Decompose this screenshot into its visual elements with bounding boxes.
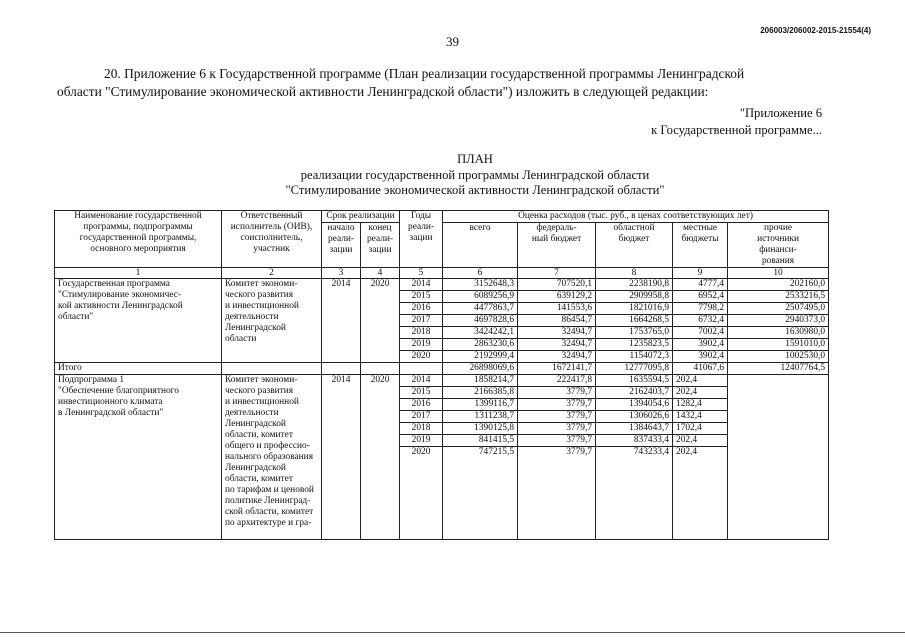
appendix-ref-line-2: к Государственной программе... — [651, 123, 822, 137]
federal-cell: 222417,8 — [518, 375, 596, 387]
regional-cell: 1635594,5 — [596, 375, 673, 387]
table-row — [55, 279, 829, 291]
total-cell: 841415,5 — [443, 435, 518, 447]
year-cell: 2020 — [400, 351, 443, 363]
federal-cell: 32494,7 — [518, 339, 596, 351]
subprogram-other-cell — [728, 375, 829, 540]
other-cell: 2533216,5 — [728, 291, 829, 303]
local-cell: 3902,4 — [673, 339, 728, 351]
total-cell: 26898069,6 — [443, 363, 518, 375]
column-number: 3 — [322, 268, 361, 279]
header-period-end: конец реали- зации — [361, 223, 400, 268]
table-row — [55, 375, 829, 387]
header-period-start: начало реали- зации — [322, 223, 361, 268]
header-federal: федераль- ный бюджет — [518, 223, 596, 268]
regional-cell: 743233,4 — [596, 447, 673, 540]
year-cell: 2014 — [400, 279, 443, 291]
local-cell: 41067,6 — [673, 363, 728, 375]
other-cell: 12407764,5 — [728, 363, 829, 375]
local-cell: 7002,4 — [673, 327, 728, 339]
other-cell: 1591010,0 — [728, 339, 829, 351]
other-cell: 2507495,0 — [728, 303, 829, 315]
total-cell: 3424242,1 — [443, 327, 518, 339]
column-number: 5 — [400, 268, 443, 279]
total-cell: 4477863,7 — [443, 303, 518, 315]
column-number: 7 — [518, 268, 596, 279]
appendix-ref-line-1: "Приложение 6 — [739, 106, 822, 120]
other-cell: 202160,0 — [728, 279, 829, 291]
local-cell: 4777,4 — [673, 279, 728, 291]
column-number: 10 — [728, 268, 829, 279]
header-total: всего — [443, 223, 518, 268]
regional-cell: 1384643,7 — [596, 423, 673, 435]
subprogram-name: Подпрограмма 1 "Обеспечение благоприятного инвестиционного климата в Ленинградской области" — [55, 375, 222, 540]
regional-cell: 1394054,6 — [596, 399, 673, 411]
regional-cell: 2909958,8 — [596, 291, 673, 303]
page-bottom-edge — [0, 632, 905, 633]
other-cell: 1630980,0 — [728, 327, 829, 339]
total-cell: 2192999,4 — [443, 351, 518, 363]
column-number: 2 — [222, 268, 322, 279]
year-cell: 2014 — [400, 375, 443, 387]
intro-line-2: области "Стимулирование экономической активности Ленинградской области") изложить в следующей редакции: — [57, 84, 709, 99]
federal-cell: 3779,7 — [518, 387, 596, 399]
program-executor: Комитет экономи- ческого развития и инвестиционной деятельности Ленинградской области — [222, 279, 322, 363]
header-name: Наименование государственной программы, подпрограммы государственной программы, основного мероприятия — [55, 211, 222, 268]
regional-cell: 12777095,8 — [596, 363, 673, 375]
program-end: 2020 — [361, 279, 400, 363]
local-cell: 1702,4 — [673, 423, 728, 435]
local-cell: 6952,4 — [673, 291, 728, 303]
federal-cell: 141553,6 — [518, 303, 596, 315]
regional-cell: 1664268,5 — [596, 315, 673, 327]
local-cell: 202,4 — [673, 447, 728, 540]
subprogram-start: 2014 — [322, 375, 361, 540]
regional-cell: 1821016,9 — [596, 303, 673, 315]
year-cell: 2019 — [400, 339, 443, 351]
subprogram-executor: Комитет экономи- ческого развития и инвестиционной деятельности Ленинградской области, комитет общего и профессио- нального образования Ленинградской области, комитет по тарифам и ценовой политике Ленинград- ской области, комитет по архитектуре и гра- — [222, 375, 322, 540]
column-number: 1 — [55, 268, 222, 279]
local-cell: 202,4 — [673, 435, 728, 447]
year-cell: 2015 — [400, 291, 443, 303]
federal-cell: 1672141,7 — [518, 363, 596, 375]
year-cell: 2016 — [400, 399, 443, 411]
total-row-label: Итого — [55, 363, 222, 375]
intro-line-1: 20. Приложение 6 к Государственной программе (План реализации государственной программы Ленинградской — [104, 66, 745, 81]
header-years: Годы реали- зации — [400, 211, 443, 268]
federal-cell: 3779,7 — [518, 423, 596, 435]
header-local: местные бюджеты — [673, 223, 728, 268]
total-cell: 2166385,8 — [443, 387, 518, 399]
year-cell: 2016 — [400, 303, 443, 315]
federal-cell: 3779,7 — [518, 435, 596, 447]
federal-cell: 3779,7 — [518, 447, 596, 540]
year-cell: 2019 — [400, 435, 443, 447]
local-cell: 202,4 — [673, 387, 728, 399]
plan-subtitle-1: реализации государственной программы Ленинградской области — [300, 168, 650, 182]
regional-cell: 837433,4 — [596, 435, 673, 447]
program-start: 2014 — [322, 279, 361, 363]
regional-cell: 2162403,7 — [596, 387, 673, 399]
document-id: 206003/206002-2015-21554(4) — [760, 26, 871, 35]
regional-cell: 1306026,6 — [596, 411, 673, 423]
total-cell: 1399116,7 — [443, 399, 518, 411]
year-cell: 2018 — [400, 423, 443, 435]
column-number: 4 — [361, 268, 400, 279]
total-cell: 6089256,9 — [443, 291, 518, 303]
total-cell: 747215,5 — [443, 447, 518, 540]
header-other: прочие источники финанси- рования — [728, 223, 829, 268]
federal-cell: 3779,7 — [518, 411, 596, 423]
header-costs: Оценка расходов (тыс. руб., в ценах соответствующих лет) — [443, 211, 829, 223]
local-cell: 1282,4 — [673, 399, 728, 411]
federal-cell: 32494,7 — [518, 351, 596, 363]
federal-cell: 3779,7 — [518, 399, 596, 411]
plan-subtitle-2: "Стимулирование экономической активности Ленинградской области" — [285, 183, 665, 197]
federal-cell: 86454,7 — [518, 315, 596, 327]
total-cell: 4697828,6 — [443, 315, 518, 327]
total-cell: 1311238,7 — [443, 411, 518, 423]
column-number: 8 — [596, 268, 673, 279]
header-regional: областной бюджет — [596, 223, 673, 268]
column-numbers-row — [55, 268, 829, 279]
federal-cell: 639129,2 — [518, 291, 596, 303]
regional-cell: 1753765,0 — [596, 327, 673, 339]
federal-cell: 707520,1 — [518, 279, 596, 291]
column-number: 6 — [443, 268, 518, 279]
local-cell: 7798,2 — [673, 303, 728, 315]
other-cell: 2940373,0 — [728, 315, 829, 327]
local-cell: 3902,4 — [673, 351, 728, 363]
year-cell: 2018 — [400, 327, 443, 339]
subprogram-end: 2020 — [361, 375, 400, 540]
header-period: Срок реализации — [322, 211, 400, 223]
regional-cell: 2238190,8 — [596, 279, 673, 291]
local-cell: 6732,4 — [673, 315, 728, 327]
federal-cell: 32494,7 — [518, 327, 596, 339]
year-cell: 2020 — [400, 447, 443, 540]
year-cell: 2017 — [400, 315, 443, 327]
total-row — [55, 363, 829, 375]
local-cell: 1432,4 — [673, 411, 728, 423]
header-executor: Ответственный исполнитель (ОИВ), соисполнитель, участник — [222, 211, 322, 268]
total-cell: 2863230,6 — [443, 339, 518, 351]
page-number: 39 — [446, 34, 459, 49]
other-cell: 1002530,0 — [728, 351, 829, 363]
plan-title: ПЛАН — [457, 152, 493, 166]
year-cell: 2015 — [400, 387, 443, 399]
year-cell: 2017 — [400, 411, 443, 423]
column-number: 9 — [673, 268, 728, 279]
total-cell: 1858214,7 — [443, 375, 518, 387]
program-name: Государственная программа "Стимулирование экономичес- кой активности Ленинградской области" — [55, 279, 222, 363]
regional-cell: 1235823,5 — [596, 339, 673, 351]
total-cell: 1390125,8 — [443, 423, 518, 435]
regional-cell: 1154072,3 — [596, 351, 673, 363]
local-cell: 202,4 — [673, 375, 728, 387]
plan-table — [54, 210, 829, 540]
total-cell: 3152648,3 — [443, 279, 518, 291]
